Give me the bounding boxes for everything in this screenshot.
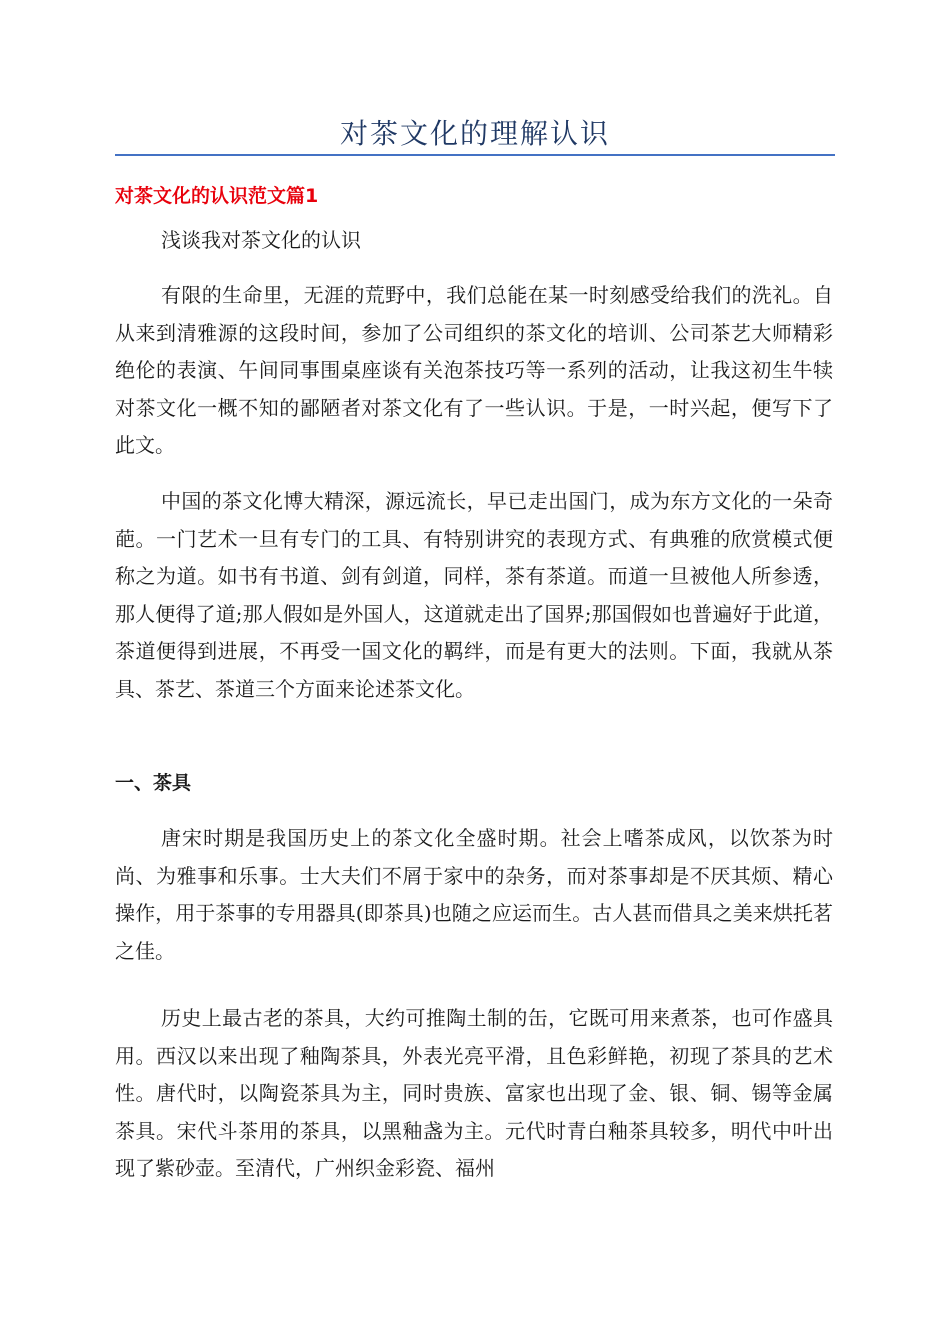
document-title: 对茶文化的理解认识 <box>339 117 610 150</box>
paragraph: 有限的生命里，无涯的荒野中，我们总能在某一时刻感受给我们的洗礼。自从来到清雅源的这段时间，参加了公司组织的茶文化的培训、公司茶艺大师精彩绝伦的表演、午间同事围桌座谈有关泡茶技巧等一系列的活动，让我这初生牛犊对茶文化一概不知的鄙陋者对茶文化有了一些认识。于是，一时兴起，便写下了此文。 <box>115 283 833 457</box>
paragraph: 唐宋时期是我国历史上的茶文化全盛时期。社会上嗜茶成风，以饮茶为时尚、为雅事和乐事。士大夫们不屑于家中的杂务，而对茶事却是不厌其烦、精心操作，用于茶事的专用器具(即茶具)也随之应运而生。古人甚而借具之美来烘托茗之佳。 <box>115 826 833 963</box>
paragraph: 历史上最古老的茶具，大约可推陶土制的缶，它既可用来煮茶，也可作盛具用。西汉以来出现了釉陶茶具，外表光亮平滑，且色彩鲜艳，初现了茶具的艺术性。唐代时，以陶瓷茶具为主，同时贵族、富家也出现了金、银、铜、锡等金属茶具。宋代斗茶用的茶具，以黑釉盏为主。元代时青白釉茶具较多，明代中叶出现了紫砂壶。至清代，广州织金彩瓷、福州 <box>115 1006 833 1180</box>
section-heading: 对茶文化的认识范文篇1 <box>115 185 319 207</box>
essay-subtitle: 浅谈我对茶文化的认识 <box>161 228 361 252</box>
subsection-heading: 一、茶具 <box>115 772 192 794</box>
paragraph: 中国的茶文化博大精深，源远流长，早已走出国门，成为东方文化的一朵奇葩。一门艺术一旦有专门的工具、有特别讲究的表现方式、有典雅的欣赏模式便称之为道。如书有书道、剑有剑道，同样，茶有茶道。而道一旦被他人所参透，那人便得了道;那人假如是外国人，这道就走出了国界;那国假如也普遍好于此道，茶道便得到进展，不再受一国文化的羁绊，而是有更大的法则。下面，我就从茶具、茶艺、茶道三个方面来论述茶文化。 <box>115 489 833 701</box>
title-underline <box>115 154 835 156</box>
